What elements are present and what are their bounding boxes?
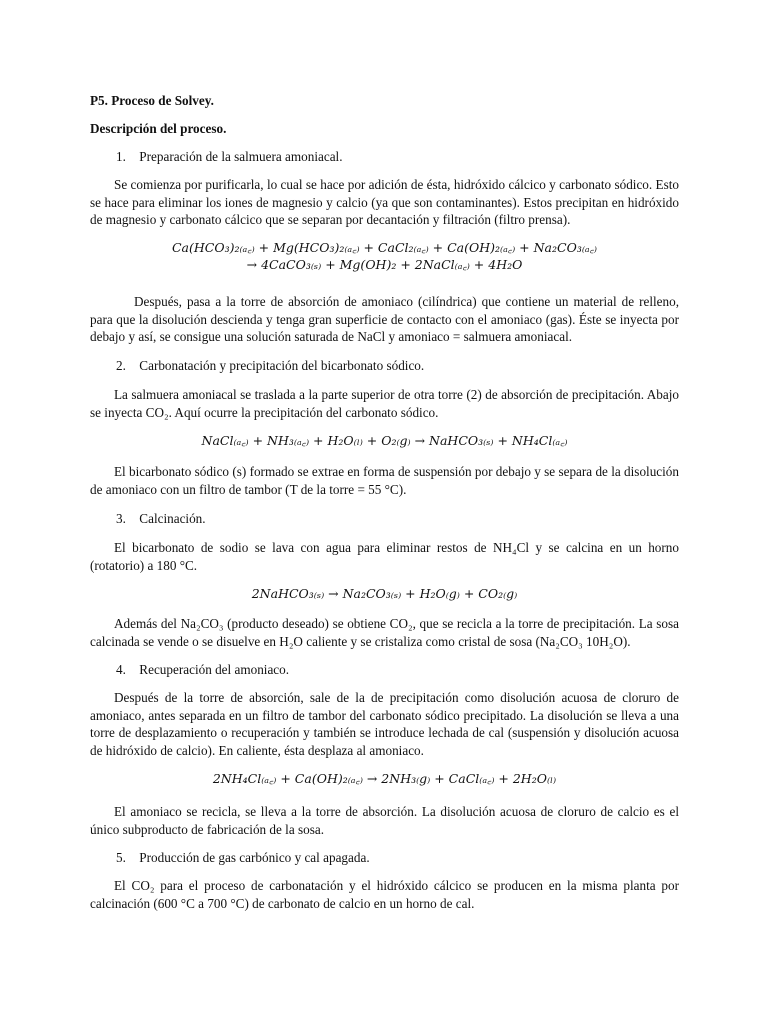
document-title: P5. Proceso de Solvey.: [90, 93, 214, 108]
section-heading-1: [116, 149, 343, 165]
paragraph-2a: La salmuera amoniacal se traslada a la parte superior de otra torre (2) de absorción de precipitación. Abajo se inyecta CO₂. Aquí ocurre la precipitación del carbonato sódico.: [90, 387, 679, 420]
document-subtitle: Descripción del proceso.: [90, 121, 227, 136]
section-title-5: Producción de gas carbónico y cal apagada.: [139, 850, 370, 865]
paragraph-4b: El amoniaco se recicla, se lleva a la torre de absorción. La disolución acuosa de cloruro de calcio es el único subproducto de fabricación de la sosa.: [90, 804, 679, 837]
section-title-4: Recuperación del amoniaco.: [139, 662, 290, 677]
section-title-3: Calcinación.: [139, 511, 206, 526]
equation-4: [90, 770, 679, 787]
equation-2: [90, 432, 679, 449]
paragraph-1b: Después, pasa a la torre de absorción de amoniaco (cilíndrica) que contiene un material de relleno, para que la disolución descienda y tenga gran superficie de contacto con el amoniaco (gas). Éste se inyecta por debajo y así, se consigue una solución saturada de NaCl y amoniaco = salmuera amoniacal.: [90, 294, 679, 344]
equation-1-line-2: → 4CaCO₃₍ₛ₎ + Mg(OH)₂ + 2NaCl₍ₐ꜀₎ + 4H₂O: [246, 257, 523, 272]
equation-3: [90, 585, 679, 602]
section-number-3: 3.: [116, 511, 126, 526]
section-heading-3: [116, 511, 206, 527]
equation-3-line-1: 2NaHCO₃₍ₛ₎ → Na₂CO₃₍ₛ₎ + H₂O₍g₎ + CO₂₍g₎: [251, 586, 518, 601]
section-number-1: 1.: [116, 149, 126, 164]
paragraph-3a: El bicarbonato de sodio se lava con agua para eliminar restos de NH₄Cl y se calcina en un horno (rotatorio) a 180 °C.: [90, 540, 679, 573]
paragraph-4a: Después de la torre de absorción, sale de la de precipitación como disolución acuosa de cloruro de amoniaco, antes separada en un filtro de tambor del carbonato sódico precipitado. La disolución se lleva a una torre de desplazamiento o recuperación y también se introduce lechada de cal (suspensión y disolución acuosa de hidróxido de calcio). En caliente, ésta desplaza al amoniaco.: [90, 690, 679, 758]
equation-1-line-1: Ca(HCO₃)₂₍ₐ꜀₎ + Mg(HCO₃)₂₍ₐ꜀₎ + CaCl₂₍ₐ꜀₎ + Ca(OH)₂₍ₐ꜀₎ + Na₂CO₃₍ₐ꜀₎: [171, 240, 597, 255]
section-heading-4: [116, 662, 289, 678]
equation-4-line-1: 2NH₄Cl₍ₐ꜀₎ + Ca(OH)₂₍ₐ꜀₎ → 2NH₃₍g₎ + CaCl₍ₐ꜀₎ + 2H₂O₍ₗ₎: [212, 771, 557, 786]
paragraph-2b: El bicarbonato sódico (s) formado se extrae en forma de suspensión por debajo y se separa de la disolución de amoniaco con un filtro de tambor (T de la torre = 55 °C).: [90, 464, 679, 497]
paragraph-3b: Además del Na₂CO₃ (producto deseado) se obtiene CO₂, que se recicla a la torre de precipitación. La sosa calcinada se vende o se disuelve en H₂O caliente y se cristaliza como cristal de sosa (Na₂CO₃ 10H₂O).: [90, 616, 679, 649]
equation-2-line-1: NaCl₍ₐ꜀₎ + NH₃₍ₐ꜀₎ + H₂O₍ₗ₎ + O₂₍g₎ → NaHCO₃₍ₛ₎ + NH₄Cl₍ₐ꜀₎: [201, 433, 568, 448]
equation-1: [90, 239, 679, 273]
section-title-1: Preparación de la salmuera amoniacal.: [139, 149, 343, 164]
paragraph-1a: Se comienza por purificarla, lo cual se hace por adición de ésta, hidróxido cálcico y carbonato sódico. Esto se hace para eliminar los iones de magnesio y calcio (ya que son contaminantes). Estos precipitan en hidróxido de magnesio y carbonato cálcico que se separan por decantación y filtración (filtro prensa).: [90, 177, 679, 227]
section-heading-5: [116, 850, 370, 866]
section-heading-2: [116, 358, 424, 374]
section-number-4: 4.: [116, 662, 126, 677]
section-number-2: 2.: [116, 358, 126, 373]
section-number-5: 5.: [116, 850, 126, 865]
paragraph-5a: El CO₂ para el proceso de carbonatación y el hidróxido cálcico se producen en la misma planta por calcinación (600 °C a 700 °C) de carbonato de calcio en un horno de cal.: [90, 878, 679, 911]
section-title-2: Carbonatación y precipitación del bicarbonato sódico.: [139, 358, 425, 373]
